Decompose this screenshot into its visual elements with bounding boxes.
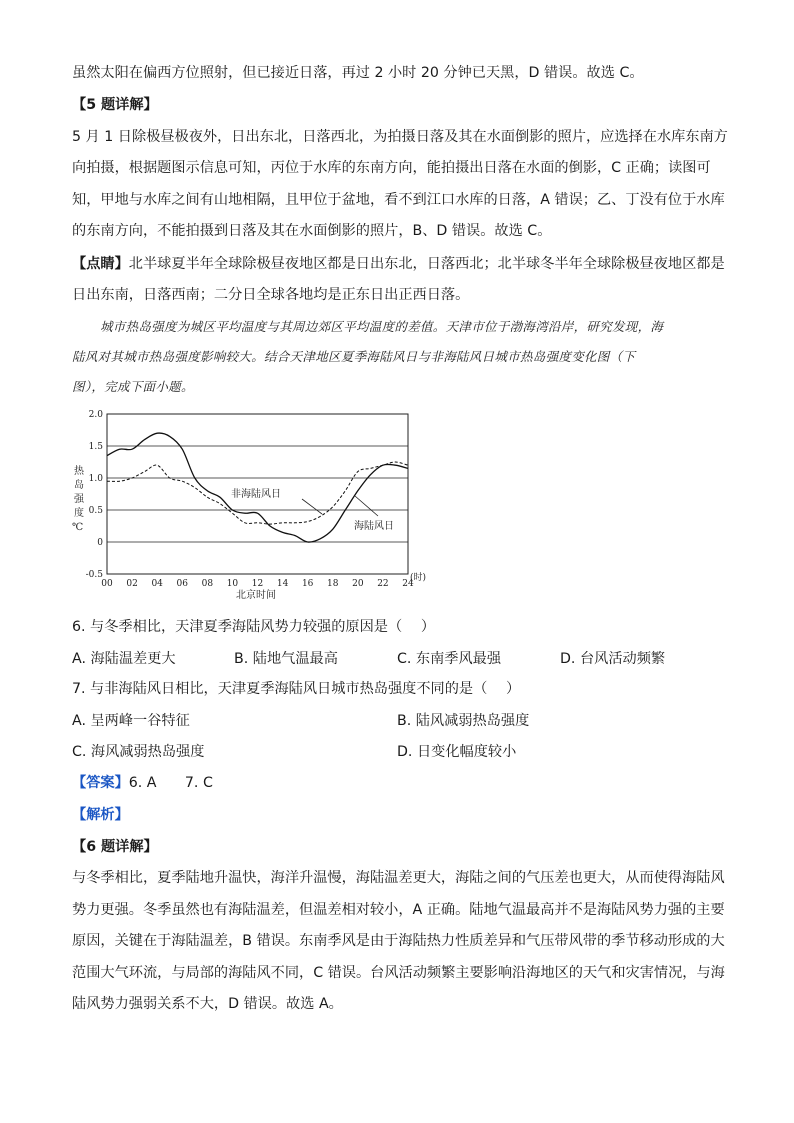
y-axis-label-5: ℃ <box>72 522 84 533</box>
text-line: 陆风势力强弱关系不大，D 错误。故选 A。 <box>72 996 343 1012</box>
answer-value: 6. A 7. C <box>128 775 213 791</box>
text-line: 的东南方向，不能拍摄到日落及其在水面倒影的照片，B、D 错误。故选 C。 <box>72 223 552 239</box>
question-stem: 陆风对其城市热岛强度影响较大。结合天津地区夏季海陆风日与非海陆风日城市热岛强度变化图（下 <box>72 349 636 364</box>
question-stem: 图），完成下面小题。 <box>72 379 194 394</box>
x-tick-label: 24 <box>402 579 414 589</box>
text-line: 日出东南，日落西南；二分日全球各地均是正东日出正西日落。 <box>72 287 470 303</box>
q6-option-a[interactable]: A. 海陆温差更大 <box>72 651 176 667</box>
y-tick-label: 2.0 <box>88 410 103 420</box>
y-tick-label: 0 <box>97 538 103 548</box>
y-tick-label: -0.5 <box>85 570 103 580</box>
x-tick-label: 08 <box>201 579 214 589</box>
text-line: 与冬季相比，夏季陆地升温快，海洋升温慢，海陆温差更大，海陆之间的气压差也更大，从而使得海陆风 <box>72 870 725 886</box>
y-axis-label-2: 岛 <box>74 480 84 491</box>
text-line: 知，甲地与水库之间有山地相隔，且甲位于盆地，看不到江口水库的日落，A 错误；乙、丁没有位于水库 <box>72 192 725 208</box>
annotation-sea-land: 海陆风日 <box>354 521 394 532</box>
x-axis-unit: (时) <box>410 573 427 583</box>
x-tick-label: 16 <box>301 579 314 589</box>
q6-option-c[interactable]: C. 东南季风最强 <box>397 651 502 667</box>
x-tick-label: 14 <box>276 579 289 589</box>
question-6: 6. 与冬季相比，天津夏季海陆风势力较强的原因是（ ） <box>72 619 436 635</box>
annotation-non-sea-land: 非海陆风日 <box>231 489 281 500</box>
text-line: 原因，关键在于海陆温差，B 错误。东南季风是由于海陆热力性质差异和气压带风带的季节移动形成的大 <box>72 933 725 949</box>
y-tick-label: 1.0 <box>88 474 103 484</box>
y-axis-label-4: 度 <box>74 508 84 519</box>
q6-option-b[interactable]: B. 陆地气温最高 <box>234 651 338 667</box>
question-stem: 城市热岛强度为城区平均温度与其周边郊区平均温度的差值。天津市位于渤海湾沿岸，研究发现，海 <box>100 319 664 334</box>
x-tick-label: 06 <box>176 579 188 589</box>
q6-option-d[interactable]: D. 台风活动频繁 <box>560 651 666 667</box>
y-tick-labels <box>86 410 104 580</box>
tip-label: 【点睛】 <box>72 256 129 272</box>
section-header-q6: 【6 题详解】 <box>72 839 158 855</box>
x-tick-label: 10 <box>226 579 239 589</box>
section-header-q5: 【5 题详解】 <box>72 97 158 113</box>
x-tick-labels <box>101 579 414 589</box>
x-axis-label: 北京时间 <box>236 590 276 600</box>
text-line: 范围大气环流，与局部的海陆风不同，C 错误。台风活动频繁主要影响沿海地区的天气和灾害情况，与海 <box>72 965 725 981</box>
x-tick-label: 00 <box>101 579 113 589</box>
y-axis-label-1: 热 <box>74 466 84 477</box>
y-axis-label-3: 强 <box>74 494 84 505</box>
text-line: 势力更强。冬季虽然也有海陆温差，但温差相对较小，A 正确。陆地气温最高并不是海陆风势力强的主要 <box>72 902 725 918</box>
tip-text: 北半球夏半年全球除极昼夜地区都是日出东北，日落西北；北半球冬半年全球除极昼夜地区都是 <box>128 256 725 272</box>
heat-island-chart <box>66 404 436 600</box>
text-line: 向拍摄，根据题图示信息可知，丙位于水库的东南方向，能拍摄出日落在水面的倒影，C 正确；读图可 <box>72 160 711 176</box>
annotation-arrow-non <box>302 499 322 514</box>
answer-line <box>72 768 724 799</box>
x-tick-label: 20 <box>352 579 364 589</box>
y-tick-label: 0.5 <box>88 506 103 516</box>
x-tick-label: 04 <box>151 579 163 589</box>
y-tick-label: 1.5 <box>88 442 103 452</box>
answer-label: 【答案】 <box>72 775 129 791</box>
text-line: 5 月 1 日除极昼极夜外，日出东北，日落西北，为拍摄日落及其在水面倒影的照片，应选择在水库东南方 <box>72 129 728 145</box>
tip-paragraph <box>72 249 724 280</box>
x-tick-label: 12 <box>251 579 264 589</box>
q7-option-b[interactable]: B. 陆风减弱热岛强度 <box>397 713 530 729</box>
x-tick-label: 18 <box>327 579 339 589</box>
x-tick-label: 22 <box>377 579 389 589</box>
q7-option-c[interactable]: C. 海风减弱热岛强度 <box>72 744 205 760</box>
text-line: 虽然太阳在偏西方位照射，但已接近日落，再过 2 小时 20 分钟已天黑，D 错误。故选 C。 <box>72 65 644 81</box>
x-tick-label: 02 <box>126 579 138 589</box>
annotation-arrow-sea <box>355 496 378 516</box>
question-7: 7. 与非海陆风日相比，天津夏季海陆风日城市热岛强度不同的是（ ） <box>72 681 521 697</box>
analysis-label: 【解析】 <box>72 807 129 823</box>
q7-option-d[interactable]: D. 日变化幅度较小 <box>397 744 517 760</box>
q7-option-a[interactable]: A. 呈两峰一谷特征 <box>72 713 190 729</box>
